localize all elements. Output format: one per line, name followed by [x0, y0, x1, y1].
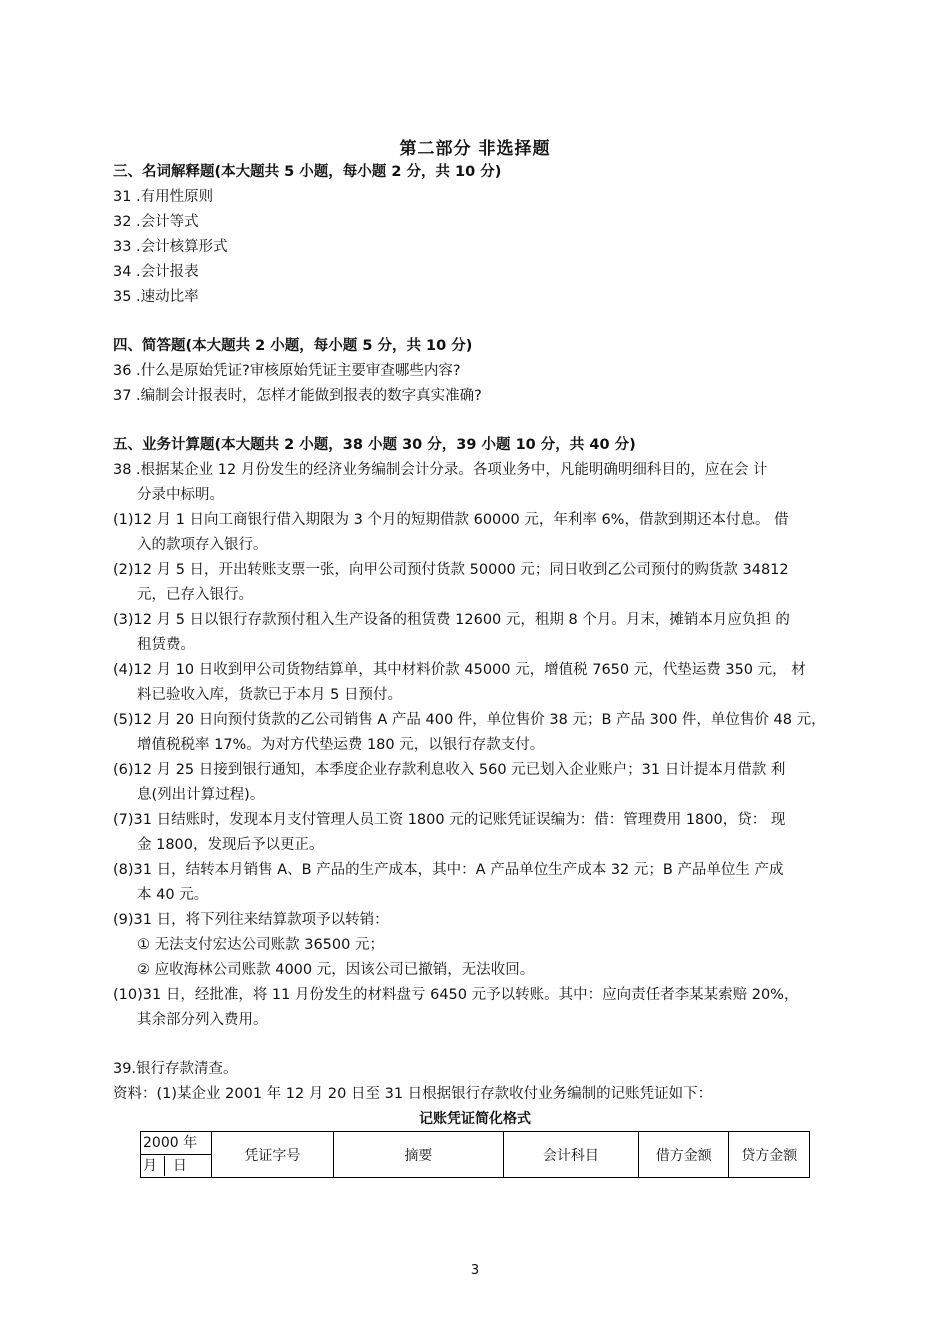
text-line: 资料：(1)某企业 2001 年 12 月 20 日至 31 日根据银行存款收付业务编制的记账凭证如下： — [113, 1086, 713, 1102]
debit-header: 借方金额 — [638, 1132, 728, 1178]
text-line: 38 .根据某企业 12 月份发生的经济业务编制会计分录。各项业务中，凡能明确明细科目的，应在会 计 — [113, 462, 768, 478]
month-day-row — [141, 1155, 211, 1177]
text-line: 31 .有用性原则 — [113, 189, 214, 205]
text-line: (3)12 月 5 日以银行存款预付租入生产设备的租赁费 12600 元，租期 8 个月。月末，摊销本月应负担 的 — [113, 612, 790, 628]
blank-line — [113, 409, 843, 433]
day-label: 日 — [172, 1158, 187, 1174]
text-line: 37 .编制会计报表时，怎样才能做到报表的数字真实准确? — [113, 388, 482, 404]
text-line: 32 .会计等式 — [113, 214, 199, 230]
text-line: 息(列出计算过程)。 — [137, 787, 265, 803]
text-line: (9)31 日，将下列往来结算款项予以转销： — [113, 912, 389, 928]
text-line: 其余部分列入费用。 — [137, 1012, 268, 1028]
text-line: 增值税税率 17%。为对方代垫运费 180 元，以银行存款支付。 — [137, 737, 545, 753]
blank-line — [113, 1033, 843, 1057]
voucher-number-header: 凭证字号 — [211, 1132, 333, 1178]
year-label: 2000 年 — [141, 1132, 211, 1155]
text-line: ② 应收海林公司账款 4000 元，因该公司已撤销，无法收回。 — [137, 962, 535, 978]
blank-line — [113, 310, 843, 334]
account-header: 会计科目 — [503, 1132, 638, 1178]
credit-header: 贷方金额 — [729, 1132, 810, 1178]
text-line: ① 无法支付宏达公司账款 36500 元； — [137, 937, 384, 953]
month-day-divider — [164, 1156, 165, 1176]
page-number: 3 — [470, 1263, 480, 1278]
text-line: (1)12 月 1 日向工商银行借入期限为 3 个月的短期借款 60000 元，年利率 6%，借款到期还本付息。 借 — [113, 512, 789, 528]
text-line: (5)12 月 20 日向预付货款的乙公司销售 A 产品 400 件，单位售价 38 元；B 产品 300 件，单位售价 48 元， — [113, 712, 826, 728]
text-line: 33 .会计核算形式 — [113, 239, 228, 255]
text-line: (4)12 月 10 日收到甲公司货物结算单，其中材料价款 45000 元，增值税 7650 元，代垫运费 350 元， 材 — [113, 662, 806, 678]
section-heading: 四、简答题(本大题共 2 小题，每小题 5 分，共 10 分) — [113, 338, 473, 354]
summary-header: 摘要 — [333, 1132, 503, 1178]
text-line: 料已验收入库，货款已于本月 5 日预付。 — [137, 687, 402, 703]
date-header-cell — [141, 1132, 212, 1178]
section-heading: 五、业务计算题(本大题共 2 小题，38 小题 30 分，39 小题 10 分，共 40 分) — [113, 437, 636, 453]
text-line: 分录中标明。 — [137, 487, 224, 503]
text-line: 元，已存入银行。 — [137, 587, 253, 603]
text-line: (6)12 月 25 日接到银行通知，本季度企业存款利息收入 560 元已划入企业账户；31 日计提本月借款 利 — [113, 762, 786, 778]
text-line: 36 .什么是原始凭证?审核原始凭证主要审查哪些内容? — [113, 363, 461, 379]
text-line: 入的款项存入银行。 — [137, 537, 268, 553]
text-line: (10)31 日，经批准，将 11 月份发生的材料盘亏 6450 元予以转账。其中：应向责任者李某某索赔 20%， — [113, 987, 799, 1003]
text-line: (2)12 月 5 日，开出转账支票一张，向甲公司预付货款 50000 元；同日收到乙公司预付的购货款 34812 — [113, 562, 789, 578]
section-heading: 三、名词解释题(本大题共 5 小题，每小题 2 分，共 10 分) — [113, 164, 502, 180]
page-title: 第二部分 非选择题 — [399, 139, 551, 159]
text-line: 金 1800，发现后予以更正。 — [137, 837, 324, 853]
month-label: 月 — [143, 1158, 157, 1174]
voucher-table — [140, 1131, 810, 1178]
text-line: 35 .速动比率 — [113, 289, 199, 305]
text-line: (7)31 日结账时，发现本月支付管理人员工资 1800 元的记账凭证误编为：借：管理费用 1800，贷： 现 — [113, 812, 786, 828]
text-line: 租赁费。 — [137, 637, 195, 653]
text-line: 34 .会计报表 — [113, 264, 199, 280]
table-caption: 记账凭证简化格式 — [419, 1111, 531, 1127]
content-body — [113, 160, 843, 1107]
text-line: 39.银行存款清查。 — [113, 1061, 238, 1077]
text-line: 本 40 元。 — [137, 887, 209, 903]
text-line: (8)31 日，结转本月销售 A、B 产品的生产成本，其中：A 产品单位生产成本 32 元；B 产品单位生 产成 — [113, 862, 784, 878]
